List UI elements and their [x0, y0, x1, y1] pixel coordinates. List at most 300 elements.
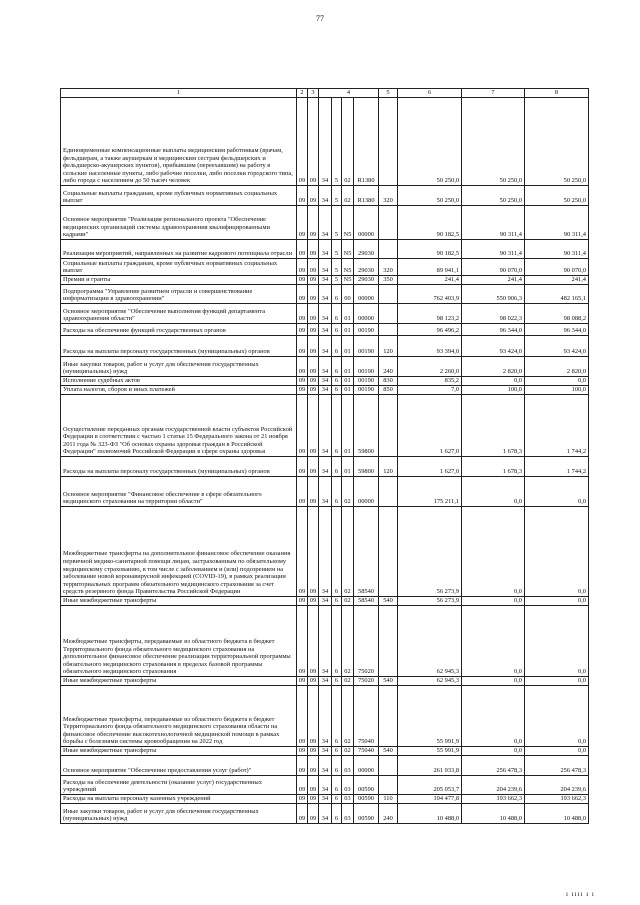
- table-row: [61, 507, 589, 597]
- row-amount-year1: 1 627,0: [398, 457, 462, 477]
- table-row: [61, 98, 589, 186]
- table-row: [61, 477, 589, 507]
- row-amount-year3: 96 344,0: [525, 324, 589, 336]
- row-amount-year3: 0,0: [525, 597, 589, 606]
- row-amount-year3: 100,0: [525, 386, 589, 395]
- row-code-subsection: 09: [308, 336, 319, 357]
- table-row: [61, 276, 589, 285]
- row-code-program: 34: [319, 597, 332, 606]
- row-code-subprogram: 6: [332, 304, 342, 324]
- row-amount-year2: 10 488,0: [462, 804, 525, 824]
- row-name: Межбюджетные трансферты, передаваемые из областного бюджета в бюджет Территориального фонда обязательного медицинского страхования области на финансовое обеспечение высокотехнологичной медицинской помощи в рамках борьбы с болезнями системы кровообращения на 2022 год: [61, 686, 297, 747]
- row-amount-year1: 90 182,5: [398, 206, 462, 240]
- table-row: [61, 756, 589, 776]
- row-expense-type: 320: [379, 186, 398, 206]
- row-code-program: 34: [319, 804, 332, 824]
- row-amount-year2: 96 344,0: [462, 324, 525, 336]
- row-code-direction: 00590: [354, 776, 379, 795]
- table-row: [61, 457, 589, 477]
- row-code-program: 34: [319, 606, 332, 677]
- row-code-subsection: 09: [308, 259, 319, 276]
- row-code-program: 34: [319, 457, 332, 477]
- row-amount-year1: 55 991,9: [398, 686, 462, 747]
- footer-scan-mark: ı ıııı ı ı: [566, 890, 595, 898]
- row-amount-year3: 241,4: [525, 276, 589, 285]
- row-code-subsection: 09: [308, 477, 319, 507]
- row-name: Реализация мероприятий, направленных на развитие кадрового потенциала отрасли: [61, 240, 297, 259]
- row-name: Социальные выплаты гражданам, кроме публичных нормативных социальных выплат: [61, 259, 297, 276]
- table-row: [61, 336, 589, 357]
- row-code-section: 09: [297, 606, 308, 677]
- row-code-subprogram: 6: [332, 747, 342, 756]
- row-code-program: 34: [319, 285, 332, 304]
- row-amount-year2: 0,0: [462, 747, 525, 756]
- row-code-event: 01: [342, 457, 354, 477]
- row-code-subsection: 09: [308, 276, 319, 285]
- row-expense-type: [379, 395, 398, 457]
- row-code-event: 01: [342, 357, 354, 377]
- row-code-direction: 00590: [354, 804, 379, 824]
- row-amount-year3: 0,0: [525, 686, 589, 747]
- row-amount-year2: 1 678,3: [462, 457, 525, 477]
- row-code-program: 34: [319, 240, 332, 259]
- row-code-section: 09: [297, 324, 308, 336]
- row-code-subsection: 09: [308, 324, 319, 336]
- row-amount-year3: 1 744,2: [525, 457, 589, 477]
- row-code-event: 03: [342, 756, 354, 776]
- row-code-program: 34: [319, 477, 332, 507]
- row-code-direction: 58540: [354, 507, 379, 597]
- table-row: [61, 686, 589, 747]
- row-name: Расходы на выплаты персоналу государственных (муниципальных) органов: [61, 457, 297, 477]
- table-row: [61, 259, 589, 276]
- table-row: [61, 747, 589, 756]
- row-amount-year2: 0,0: [462, 377, 525, 386]
- row-amount-year3: 0,0: [525, 747, 589, 756]
- row-code-section: 09: [297, 395, 308, 457]
- row-code-program: 34: [319, 395, 332, 457]
- row-amount-year2: 0,0: [462, 686, 525, 747]
- row-amount-year2: 0,0: [462, 677, 525, 686]
- row-amount-year1: 56 273,9: [398, 507, 462, 597]
- row-code-direction: 29030: [354, 240, 379, 259]
- row-amount-year1: 50 250,0: [398, 186, 462, 206]
- row-amount-year3: 482 165,1: [525, 285, 589, 304]
- row-code-direction: 00190: [354, 336, 379, 357]
- row-code-event: N5: [342, 276, 354, 285]
- row-code-direction: 75040: [354, 747, 379, 756]
- row-code-direction: 59800: [354, 395, 379, 457]
- row-amount-year2: 193 662,3: [462, 795, 525, 804]
- row-amount-year3: 10 488,0: [525, 804, 589, 824]
- row-code-subsection: 09: [308, 186, 319, 206]
- row-code-subprogram: 5: [332, 186, 342, 206]
- row-amount-year1: 62 945,3: [398, 677, 462, 686]
- row-code-section: 09: [297, 686, 308, 747]
- table-row: [61, 395, 589, 457]
- row-amount-year3: 2 820,0: [525, 357, 589, 377]
- header-col-5: 5: [379, 89, 398, 98]
- row-code-subprogram: 6: [332, 477, 342, 507]
- row-amount-year1: 98 123,2: [398, 304, 462, 324]
- row-amount-year3: 0,0: [525, 677, 589, 686]
- table-row: [61, 377, 589, 386]
- row-code-direction: 59800: [354, 457, 379, 477]
- table-row: [61, 304, 589, 324]
- table-row: [61, 677, 589, 686]
- row-code-section: 09: [297, 206, 308, 240]
- row-name: Иные межбюджетные трансферты: [61, 597, 297, 606]
- row-amount-year3: 193 662,3: [525, 795, 589, 804]
- row-amount-year2: 0,0: [462, 597, 525, 606]
- row-amount-year2: 0,0: [462, 477, 525, 507]
- row-code-event: 01: [342, 336, 354, 357]
- row-expense-type: [379, 240, 398, 259]
- row-code-program: 34: [319, 324, 332, 336]
- row-code-event: 03: [342, 795, 354, 804]
- budget-table: [60, 88, 589, 824]
- row-name: Иные закупки товаров, работ и услуг для обеспечения государственных (муниципальных) нужд: [61, 804, 297, 824]
- row-code-section: 09: [297, 386, 308, 395]
- row-code-program: 34: [319, 276, 332, 285]
- row-expense-type: [379, 324, 398, 336]
- row-code-program: 34: [319, 747, 332, 756]
- row-code-event: 02: [342, 677, 354, 686]
- row-name: Межбюджетные трансферты на дополнительное финансовое обеспечение оказания первичной медико-санитарной помощи лицам, застрахованным по обязательному медицинскому страхованию, в том числе с заболеванием и (или) подозрением на заболевание новой коронавирусной инфекцией (COVID-19), в рамках реализации территориальных программ обязательного медицинского страхования за счет средств резервного фонда Правительства Российской Федерации: [61, 507, 297, 597]
- row-amount-year2: 100,0: [462, 386, 525, 395]
- row-code-program: 34: [319, 304, 332, 324]
- row-code-program: 34: [319, 357, 332, 377]
- row-expense-type: [379, 206, 398, 240]
- row-amount-year3: 0,0: [525, 477, 589, 507]
- row-code-event: 01: [342, 304, 354, 324]
- row-code-subprogram: 6: [332, 377, 342, 386]
- row-code-program: 34: [319, 507, 332, 597]
- row-expense-type: 540: [379, 747, 398, 756]
- row-code-direction: 00190: [354, 357, 379, 377]
- row-expense-type: 850: [379, 386, 398, 395]
- row-code-subsection: 09: [308, 304, 319, 324]
- row-code-event: 02: [342, 597, 354, 606]
- row-amount-year1: 835,2: [398, 377, 462, 386]
- row-code-subsection: 09: [308, 677, 319, 686]
- header-col-6: 6: [398, 89, 462, 98]
- row-code-subprogram: 6: [332, 285, 342, 304]
- row-code-program: 34: [319, 206, 332, 240]
- row-expense-type: 350: [379, 276, 398, 285]
- row-amount-year3: 93 424,0: [525, 336, 589, 357]
- row-code-direction: 29030: [354, 276, 379, 285]
- row-code-direction: 58540: [354, 597, 379, 606]
- row-code-subsection: 09: [308, 686, 319, 747]
- header-col-3: 3: [308, 89, 319, 98]
- row-amount-year2: 50 250,0: [462, 186, 525, 206]
- row-name: Расходы на обеспечение деятельности (оказание услуг) государственных учреждений: [61, 776, 297, 795]
- row-amount-year3: 204 239,6: [525, 776, 589, 795]
- row-code-subprogram: 6: [332, 395, 342, 457]
- row-name: Основное мероприятие "Реализация регионального проекта "Обеспечение медицинских организаций системы здравоохранения квалифицированными кадрами": [61, 206, 297, 240]
- row-amount-year1: 96 496,2: [398, 324, 462, 336]
- header-col-4: 4: [319, 89, 379, 98]
- header-col-1: 1: [61, 89, 297, 98]
- row-code-section: 09: [297, 477, 308, 507]
- row-code-section: 09: [297, 597, 308, 606]
- row-name: Межбюджетные трансферты, передаваемые из областного бюджета в бюджет Территориального фонда обязательного медицинского страхования на дополнительное финансовое обеспечение реализации территориальной программы обязательного медицинского страхования в пределах базовой программы обязательного медицинского страхования: [61, 606, 297, 677]
- row-code-subsection: 09: [308, 795, 319, 804]
- row-expense-type: 110: [379, 795, 398, 804]
- row-code-program: 34: [319, 98, 332, 186]
- row-code-subprogram: 6: [332, 336, 342, 357]
- table-row: [61, 240, 589, 259]
- row-code-event: 02: [342, 186, 354, 206]
- row-expense-type: [379, 776, 398, 795]
- row-code-subsection: 09: [308, 776, 319, 795]
- row-code-subsection: 09: [308, 507, 319, 597]
- row-expense-type: 240: [379, 804, 398, 824]
- row-code-section: 09: [297, 457, 308, 477]
- row-code-event: 01: [342, 395, 354, 457]
- row-code-direction: 00000: [354, 756, 379, 776]
- row-code-program: 34: [319, 259, 332, 276]
- row-code-subprogram: 6: [332, 686, 342, 747]
- row-expense-type: 540: [379, 677, 398, 686]
- row-code-direction: 00190: [354, 324, 379, 336]
- row-code-subsection: 09: [308, 747, 319, 756]
- row-name: Иные закупки товаров, работ и услуг для обеспечения государственных (муниципальных) нужд: [61, 357, 297, 377]
- row-code-section: 09: [297, 259, 308, 276]
- row-code-subprogram: 6: [332, 357, 342, 377]
- row-expense-type: [379, 756, 398, 776]
- row-code-event: 02: [342, 747, 354, 756]
- row-amount-year2: 90 311,4: [462, 240, 525, 259]
- row-code-section: 09: [297, 285, 308, 304]
- row-code-event: 03: [342, 776, 354, 795]
- table-row: [61, 186, 589, 206]
- row-code-event: 02: [342, 507, 354, 597]
- row-code-event: 02: [342, 606, 354, 677]
- row-name: Основное мероприятие "Финансовое обеспечение в сфере обязательного медицинского страхования на территории области": [61, 477, 297, 507]
- row-code-direction: 00190: [354, 386, 379, 395]
- row-name: Иные межбюджетные трансферты: [61, 747, 297, 756]
- row-amount-year2: 0,0: [462, 507, 525, 597]
- row-code-event: 03: [342, 804, 354, 824]
- row-amount-year3: 90 070,0: [525, 259, 589, 276]
- row-code-subsection: 09: [308, 597, 319, 606]
- row-code-program: 34: [319, 677, 332, 686]
- row-name: Уплата налогов, сборов и иных платежей: [61, 386, 297, 395]
- row-amount-year2: 50 250,0: [462, 98, 525, 186]
- row-name: Единовременные компенсационные выплаты медицинским работникам (врачам, фельдшерам, а также акушеркам и медицинским сестрам фельдшерских и фельдшерско-акушерских пунктов), прибывшим (переехавшим) на работу в сельские населенные пункты, либо рабочие поселки, либо поселки городского типа, либо города с населением до 50 тысяч человек: [61, 98, 297, 186]
- row-amount-year1: 89 941,1: [398, 259, 462, 276]
- row-amount-year3: 0,0: [525, 606, 589, 677]
- table-row: [61, 206, 589, 240]
- row-amount-year1: 90 182,5: [398, 240, 462, 259]
- row-code-event: N5: [342, 240, 354, 259]
- row-amount-year1: 2 260,0: [398, 357, 462, 377]
- row-amount-year1: 194 477,8: [398, 795, 462, 804]
- row-amount-year2: 241,4: [462, 276, 525, 285]
- row-code-program: 34: [319, 377, 332, 386]
- row-code-subprogram: 5: [332, 206, 342, 240]
- row-code-direction: 00000: [354, 477, 379, 507]
- row-expense-type: 240: [379, 357, 398, 377]
- row-amount-year1: 55 991,9: [398, 747, 462, 756]
- row-amount-year3: 0,0: [525, 507, 589, 597]
- row-amount-year2: 256 478,3: [462, 756, 525, 776]
- row-code-subprogram: 6: [332, 507, 342, 597]
- row-expense-type: [379, 686, 398, 747]
- row-amount-year3: 90 311,4: [525, 240, 589, 259]
- row-code-subprogram: 6: [332, 756, 342, 776]
- table-row: [61, 804, 589, 824]
- row-expense-type: 120: [379, 457, 398, 477]
- row-expense-type: [379, 477, 398, 507]
- row-code-event: N5: [342, 259, 354, 276]
- row-code-direction: 29030: [354, 259, 379, 276]
- row-code-direction: R1380: [354, 186, 379, 206]
- header-col-8: 8: [525, 89, 589, 98]
- row-code-subprogram: 6: [332, 776, 342, 795]
- row-code-section: 09: [297, 507, 308, 597]
- row-code-direction: 00000: [354, 285, 379, 304]
- row-code-subprogram: 5: [332, 259, 342, 276]
- row-amount-year1: 762 403,9: [398, 285, 462, 304]
- row-code-event: 02: [342, 477, 354, 507]
- row-amount-year2: 204 239,6: [462, 776, 525, 795]
- row-amount-year2: 98 022,3: [462, 304, 525, 324]
- row-code-subsection: 09: [308, 240, 319, 259]
- row-code-event: 02: [342, 686, 354, 747]
- row-amount-year3: 90 311,4: [525, 206, 589, 240]
- row-code-subprogram: 6: [332, 457, 342, 477]
- row-amount-year1: 205 053,7: [398, 776, 462, 795]
- row-code-section: 09: [297, 377, 308, 386]
- row-code-program: 34: [319, 336, 332, 357]
- row-amount-year1: 7,0: [398, 386, 462, 395]
- row-amount-year3: 256 478,3: [525, 756, 589, 776]
- row-code-event: 02: [342, 98, 354, 186]
- row-code-subprogram: 6: [332, 804, 342, 824]
- row-name: Расходы на выплаты персоналу государственных (муниципальных) органов: [61, 336, 297, 357]
- row-code-section: 09: [297, 304, 308, 324]
- row-code-program: 34: [319, 186, 332, 206]
- row-name: Расходы на обеспечение функций государственных органов: [61, 324, 297, 336]
- row-code-section: 09: [297, 756, 308, 776]
- row-code-subprogram: 6: [332, 386, 342, 395]
- row-code-subprogram: 6: [332, 606, 342, 677]
- row-expense-type: 830: [379, 377, 398, 386]
- row-code-direction: R1380: [354, 98, 379, 186]
- row-code-subsection: 09: [308, 395, 319, 457]
- row-code-direction: 00590: [354, 795, 379, 804]
- header-col-2: 2: [297, 89, 308, 98]
- row-code-section: 09: [297, 336, 308, 357]
- row-amount-year2: 90 311,4: [462, 206, 525, 240]
- row-code-subsection: 09: [308, 206, 319, 240]
- row-amount-year2: 0,0: [462, 606, 525, 677]
- table-row: [61, 606, 589, 677]
- row-amount-year3: 98 088,2: [525, 304, 589, 324]
- row-expense-type: 320: [379, 259, 398, 276]
- row-code-direction: 75020: [354, 606, 379, 677]
- row-code-subsection: 09: [308, 756, 319, 776]
- row-code-subprogram: 6: [332, 677, 342, 686]
- table-row: [61, 324, 589, 336]
- row-amount-year2: 2 820,0: [462, 357, 525, 377]
- row-code-event: 01: [342, 377, 354, 386]
- row-code-subsection: 09: [308, 457, 319, 477]
- row-expense-type: [379, 606, 398, 677]
- row-code-program: 34: [319, 776, 332, 795]
- row-amount-year1: 241,4: [398, 276, 462, 285]
- table-row: [61, 795, 589, 804]
- row-code-subprogram: 5: [332, 240, 342, 259]
- row-code-subprogram: 5: [332, 98, 342, 186]
- table-row: [61, 386, 589, 395]
- row-amount-year3: 50 250,0: [525, 98, 589, 186]
- row-amount-year3: 1 744,2: [525, 395, 589, 457]
- row-code-section: 09: [297, 776, 308, 795]
- row-amount-year2: 1 678,3: [462, 395, 525, 457]
- table-row: [61, 285, 589, 304]
- row-code-program: 34: [319, 386, 332, 395]
- table-row: [61, 597, 589, 606]
- row-code-subprogram: 5: [332, 276, 342, 285]
- row-amount-year1: 10 488,0: [398, 804, 462, 824]
- table-header-row: [61, 89, 589, 98]
- row-code-subsection: 09: [308, 357, 319, 377]
- row-name: Премии и гранты: [61, 276, 297, 285]
- row-amount-year3: 50 250,0: [525, 186, 589, 206]
- row-amount-year2: 93 424,0: [462, 336, 525, 357]
- table-body: [61, 89, 589, 824]
- row-expense-type: [379, 507, 398, 597]
- row-expense-type: 540: [379, 597, 398, 606]
- row-amount-year2: 90 070,0: [462, 259, 525, 276]
- row-code-program: 34: [319, 756, 332, 776]
- row-expense-type: [379, 304, 398, 324]
- row-code-section: 09: [297, 804, 308, 824]
- row-code-subprogram: 6: [332, 795, 342, 804]
- row-code-direction: 75040: [354, 686, 379, 747]
- row-name: Подпрограмма "Управление развитием отрасли и совершенствование информатизации в здравоохранении": [61, 285, 297, 304]
- row-code-event: 01: [342, 324, 354, 336]
- row-amount-year1: 175 211,1: [398, 477, 462, 507]
- table-row: [61, 776, 589, 795]
- row-code-direction: 00000: [354, 304, 379, 324]
- row-expense-type: [379, 285, 398, 304]
- row-code-program: 34: [319, 686, 332, 747]
- row-amount-year1: 50 250,0: [398, 98, 462, 186]
- row-amount-year1: 1 627,0: [398, 395, 462, 457]
- row-code-event: N5: [342, 206, 354, 240]
- row-amount-year1: 62 945,3: [398, 606, 462, 677]
- row-name: Основное мероприятие "Обеспечение предоставления услуг (работ)": [61, 756, 297, 776]
- row-code-event: 01: [342, 386, 354, 395]
- row-amount-year3: 0,0: [525, 377, 589, 386]
- row-code-section: 09: [297, 677, 308, 686]
- row-code-section: 09: [297, 240, 308, 259]
- row-code-program: 34: [319, 795, 332, 804]
- row-code-subsection: 09: [308, 804, 319, 824]
- row-amount-year1: 261 933,8: [398, 756, 462, 776]
- row-name: Социальные выплаты гражданам, кроме публичных нормативных социальных выплат: [61, 186, 297, 206]
- row-code-section: 09: [297, 795, 308, 804]
- row-code-section: 09: [297, 357, 308, 377]
- row-name: Расходы на выплаты персоналу казенных учреждений: [61, 795, 297, 804]
- row-code-subsection: 09: [308, 377, 319, 386]
- row-code-subsection: 09: [308, 606, 319, 677]
